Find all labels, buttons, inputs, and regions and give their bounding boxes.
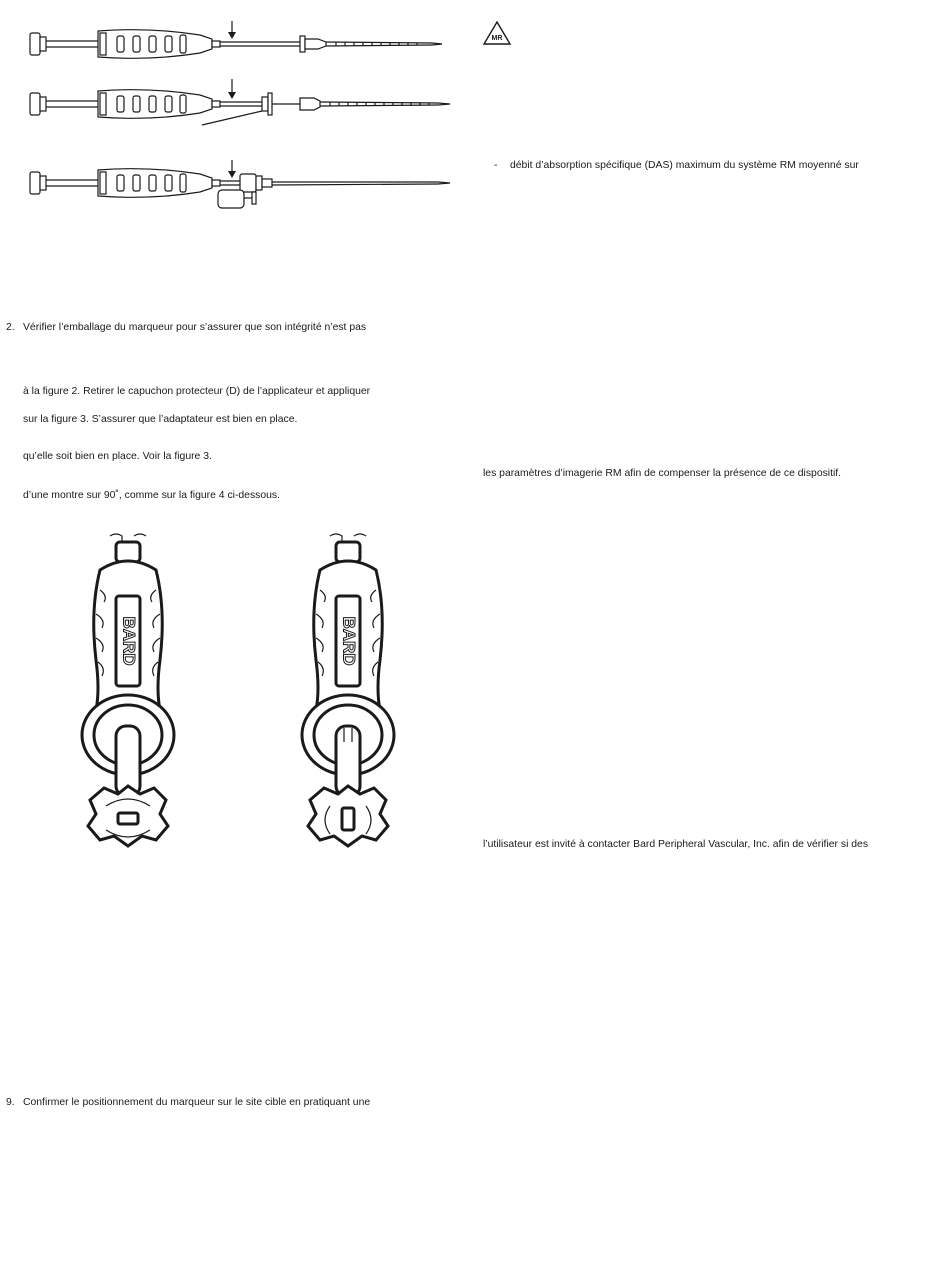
contact-bard-line: l’utilisateur est invité à contacter Bard Peripheral Vascular, Inc. afin de vérifier si des (483, 839, 869, 850)
mr-symbol-text: MR (491, 35, 503, 42)
bard-logo-text-right: BARD (339, 616, 359, 666)
handle-diagram-before (60, 530, 200, 870)
das-bullet-text: débit d’absorption spécifique (DAS) maximum du système RM moyenné sur (510, 160, 859, 171)
instruction-line-fig3: sur la figure 3. S’assurer que l’adaptateur est bien en place. (23, 414, 298, 425)
step-2-text: Vérifier l’emballage du marqueur pour s’assurer que son intégrité n’est pas (23, 322, 367, 333)
step-2 (6, 321, 366, 334)
das-bullet (494, 159, 859, 172)
mri-parameters-line: les paramètres d’imagerie RM afin de compenser la présence de ce dispositif. (483, 468, 842, 479)
handle-diagram-after (280, 530, 420, 870)
applicator-diagram-3 (0, 152, 460, 212)
instruction-line-place: qu’elle soit bien en place. Voir la figure 3. (23, 451, 212, 462)
applicator-diagram-2 (0, 73, 460, 133)
bard-logo-text-left: BARD (119, 616, 139, 666)
step-2-number: 2. (6, 322, 15, 333)
mr-conditional-icon (482, 20, 512, 46)
instruction-line-fig2: à la figure 2. Retirer le capuchon protecteur (D) de l’applicateur et appliquer (23, 386, 371, 397)
step-9-number: 9. (6, 1097, 15, 1108)
instruction-line-fig4: d’une montre sur 90˚, comme sur la figure 4 ci-dessous. (23, 490, 280, 501)
step-9-text: Confirmer le positionnement du marqueur sur le site cible en pratiquant une (23, 1097, 371, 1108)
step-9 (6, 1096, 370, 1109)
das-bullet-dash: - (494, 160, 498, 171)
